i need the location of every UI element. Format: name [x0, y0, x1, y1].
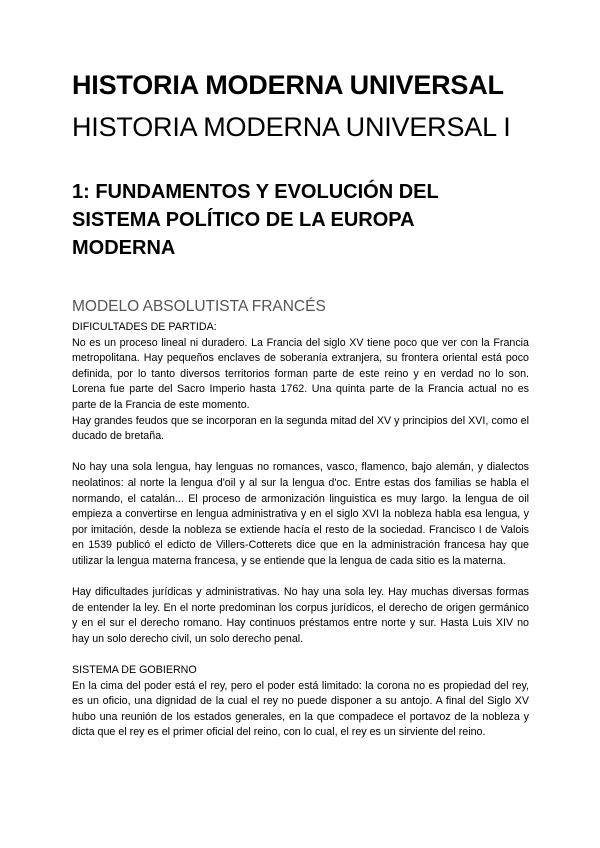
paragraph: No hay una sola lengua, hay lenguas no romances, vasco, flamenco, bajo alemán, y dialectos neolatinos: al norte la lengua d'oil y al sur la lengua d'oc. Entre estas dos familias se habla el normando, el catalán... El proceso de armonización linguistica es muy largo. la lengua de oil empieza a convertirse en lengua administrativa y en el siglo XVI la nobleza habla esa lengua, y por imitación, desde la nobleza se extiende hacía el resto de la sociedad. Francisco I de Valois en 1539 publicó el edicto de Villers-Cotterets dice que en la administración francesa hay que utilizar la lengua materna francesa, y se entiende que la lengua de cada sitio es la materna. [72, 461, 529, 567]
subsection-heading: SISTEMA DE GOBIERNO [72, 664, 197, 677]
chapter-heading: 1: FUNDAMENTOS Y EVOLUCIÓN DEL SISTEMA POLÍTICO DE LA EUROPA MODERNA [72, 181, 439, 259]
section-heading: MODELO ABSOLUTISTA FRANCÉS [72, 298, 326, 315]
paragraph: Hay dificultades jurídicas y administrativas. No hay una sola ley. Hay muchas diversas formas de entender la ley. En el norte predominan los corpus jurídicos, el derecho de origen germánico y en el sur el derecho romano. Hay continuos préstamos entre norte y sur. Hasta Luis XIV no hay un solo derecho civil, un solo derecho penal. [72, 586, 529, 645]
paragraph: En la cima del poder está el rey, pero el poder está limitado: la corona no es propiedad del rey, es un oficio, una dignidad de la cual el rey no puede disponer a su antojo. A final del Siglo XV hubo una reunión de los estados generales, en la que compadece el portavoz de la nobleza y dicta que el rey es el primer oficial del reino, con lo cual, el rey es un sirviente del reino. [72, 679, 529, 739]
document-title: HISTORIA MODERNA UNIVERSAL [72, 70, 504, 100]
subsection-heading: DIFICULTADES DE PARTIDA: [72, 321, 217, 333]
paragraph: Hay grandes feudos que se incorporan en la segunda mitad del XV y principios del XVI, como el ducado de bretaña. [72, 414, 529, 443]
paragraph-gap [72, 647, 529, 663]
paragraph-gap [72, 445, 529, 461]
document-subtitle: HISTORIA MODERNA UNIVERSAL I [72, 112, 511, 142]
body-text [72, 320, 529, 741]
paragraph-gap [72, 570, 529, 586]
paragraph: No es un proceso lineal ni duradero. La Francia del siglo XV tiene poco que ver con la Francia metropolitana. Hay pequeños enclaves de soberanía extranjera, su frontera oriental está poco definida, por lo tanto diversos territorios forman parte de este reino y en verdad no lo son. Lorena fue parte del Sacro Imperio hasta 1762. Una quinta parte de la Francia actual no es parte de la Francia de este momento. [72, 336, 529, 411]
